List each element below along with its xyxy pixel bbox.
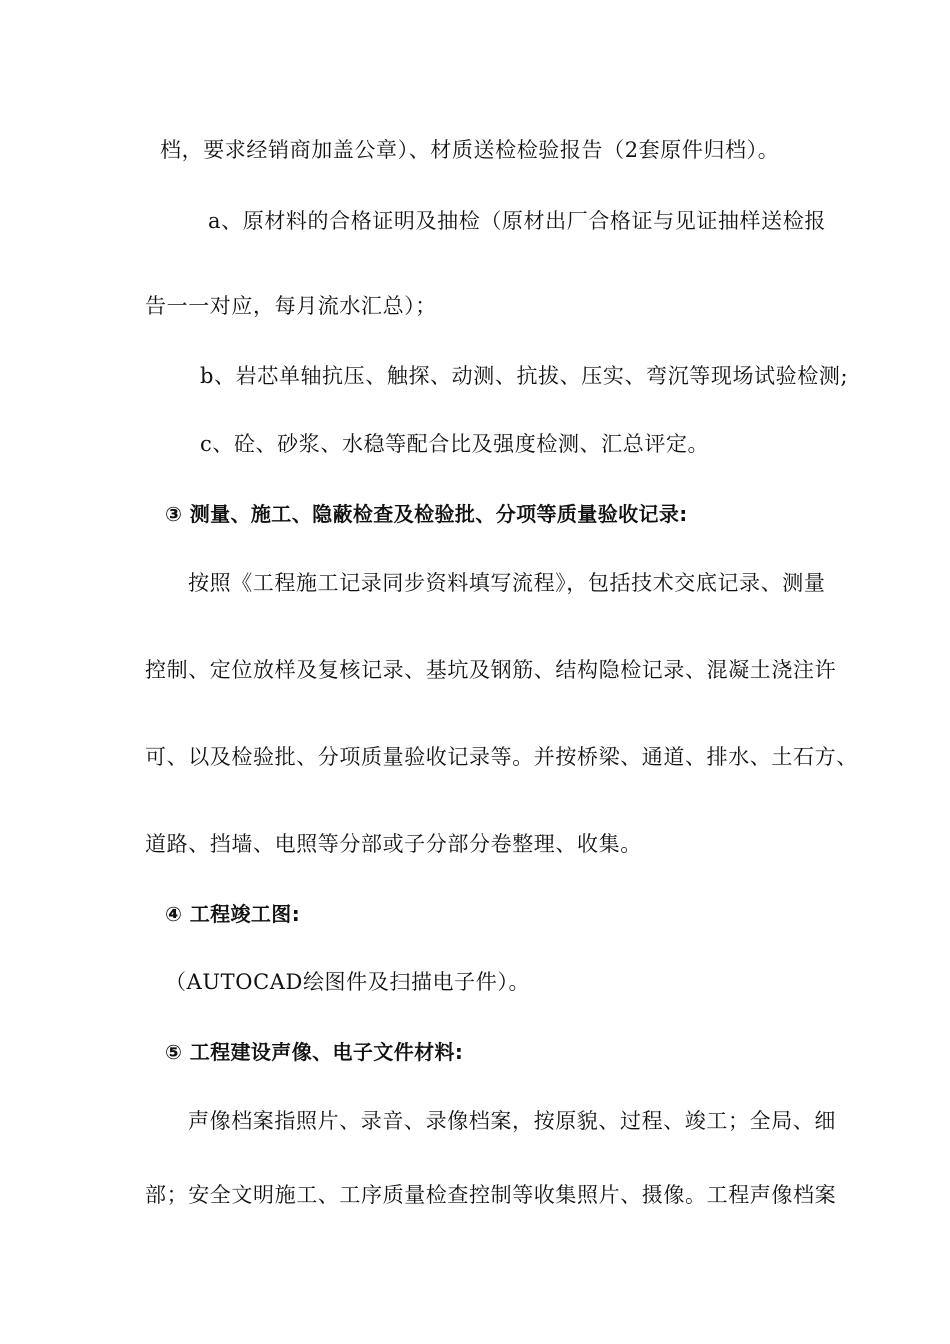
text-line: 按照《工程施工记录同步资料填写流程》，包括技术交底记录、测量 <box>188 571 826 595</box>
text-line: 可、以及检验批、分项质量验收记录等。并按桥梁、通道、排水、土石方、 <box>145 745 858 769</box>
text-line: 告一一对应，每月流水汇总）； <box>145 294 437 318</box>
text-line: c、砼、砂浆、水稳等配合比及强度检测、汇总评定。 <box>200 432 710 456</box>
text-line: 道路、挡墙、电照等分部或子分部分卷整理、收集。 <box>145 832 642 856</box>
section-heading: ④ 工程竣工图: <box>165 902 301 926</box>
section-heading: ③ 测量、施工、隐蔽检查及检验批、分项等质量验收记录: <box>165 502 688 526</box>
text-line: 档，要求经销商加盖公章）、材质送检检验报告（2套原件归档）。 <box>160 138 780 162</box>
text-line: a、原材料的合格证明及抽检（原材出厂合格证与见证抽样送检报 <box>208 209 826 233</box>
section-heading: ⑤ 工程建设声像、电子文件材料: <box>165 1040 464 1064</box>
text-line: b、岩芯单轴抗压、触探、动测、抗拔、压实、弯沉等现场试验检测; <box>200 364 849 388</box>
text-line: 部；安全文明施工、工序质量检查控制等收集照片、摄像。工程声像档案 <box>145 1183 837 1207</box>
text-line: 控制、定位放样及复核记录、基坑及钢筋、结构隐检记录、混凝土浇注许 <box>145 658 837 682</box>
text-line: （AUTOCAD绘图件及扫描电子件）。 <box>165 970 531 994</box>
text-line: 声像档案指照片、录音、录像档案，按原貌、过程、竣工；全局、细 <box>188 1109 836 1133</box>
